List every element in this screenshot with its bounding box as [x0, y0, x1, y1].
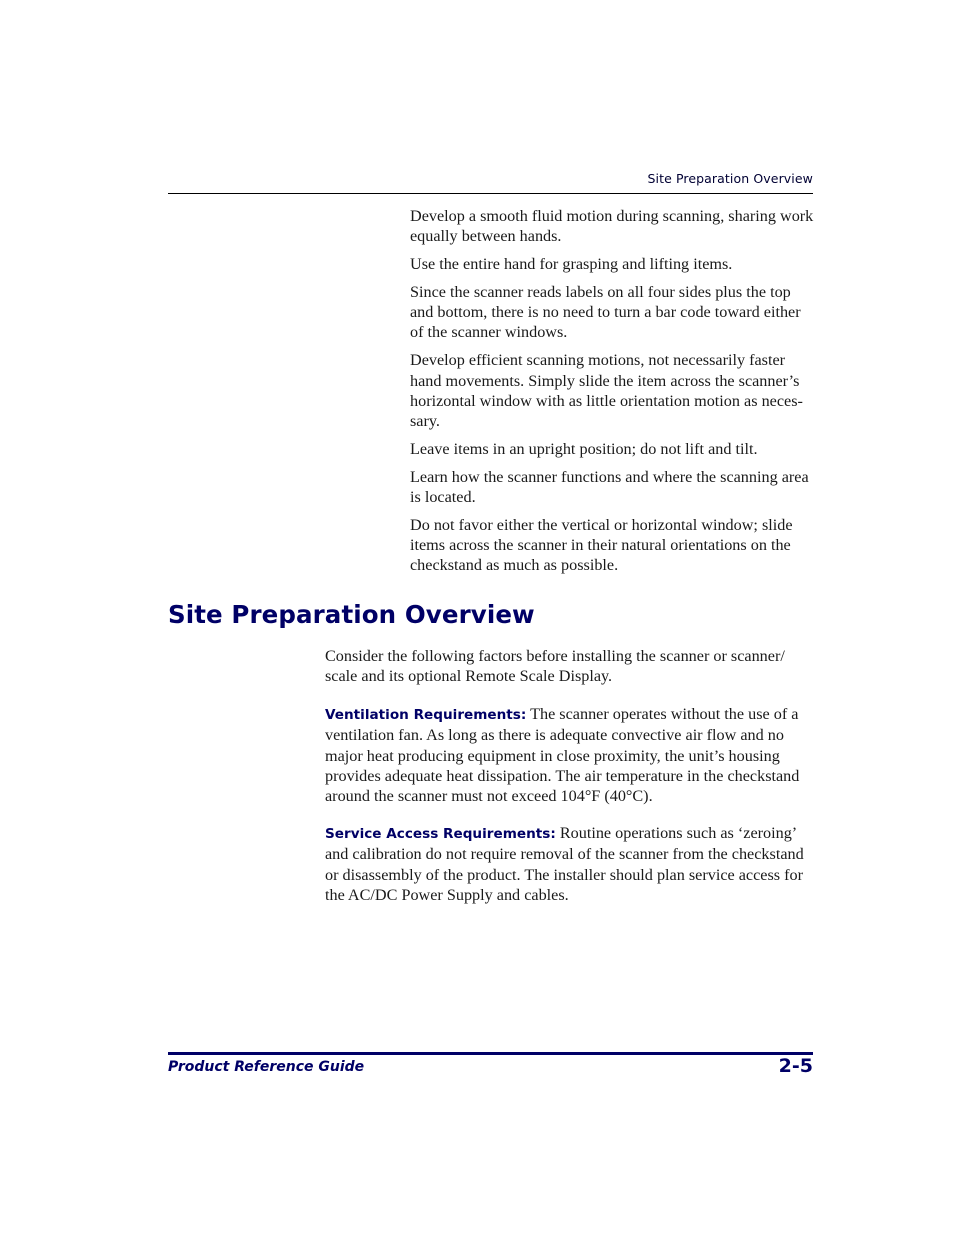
footer-rule	[168, 1052, 813, 1055]
service-block	[325, 823, 815, 905]
scanning-tips-list	[410, 206, 814, 583]
ventilation-block	[325, 704, 815, 806]
tip-item: Use the entire hand for grasping and lifting items.	[410, 255, 733, 274]
tip-item: Learn how the scanner functions and where the scanning area is located.	[410, 467, 809, 507]
tip-item: Develop a smooth fluid motion during scanning, sharing work equally between hands.	[410, 207, 814, 246]
service-paragraph	[325, 823, 815, 905]
running-header: Site Preparation Overview	[647, 171, 813, 186]
section-title: Site Preparation Overview	[168, 600, 535, 629]
intro-paragraph: Consider the following factors before installing the scanner or scanner/ scale and its optional Remote Scale Display.	[325, 647, 785, 686]
ventilation-text: The scanner operates without the use of a ventilation fan. As long as there is adequate convective air flow and no major heat producing equipment in close proximity, the unit’s housing provides adequate heat dissipation. The air temperature in the checkstand around the scanner must not exceed 104°F (40°C).	[325, 705, 800, 806]
ventilation-paragraph	[325, 704, 815, 806]
service-text: Routine operations such as ‘zeroing’ and calibration do not require removal of the scanner from the checkstand or disassembly of the product. The installer should plan service access for the AC/DC Power Supply and cables.	[325, 824, 804, 904]
intro-block	[325, 646, 815, 687]
service-label: Service Access Requirements:	[325, 826, 556, 842]
tip-item: Since the scanner reads labels on all four sides plus the top and bottom, there is no need to turn a bar code toward either of the scanner windows.	[410, 282, 801, 342]
page-number: 2-5	[778, 1055, 813, 1077]
ventilation-label: Ventilation Requirements:	[325, 707, 527, 723]
footer-guide-title: Product Reference Guide	[168, 1059, 365, 1075]
header-rule	[168, 193, 813, 194]
tip-item: Develop efficient scanning motions, not necessarily faster hand movements. Simply slide the item across the scanner’s horizontal window with as little orientation motion as neces-sary.	[410, 351, 803, 431]
tip-item: Do not favor either the vertical or horizontal window; slide items across the scanner in their natural orientations on the checkstand as much as possible.	[410, 515, 793, 575]
tip-item: Leave items in an upright position; do not lift and tilt.	[410, 439, 758, 458]
